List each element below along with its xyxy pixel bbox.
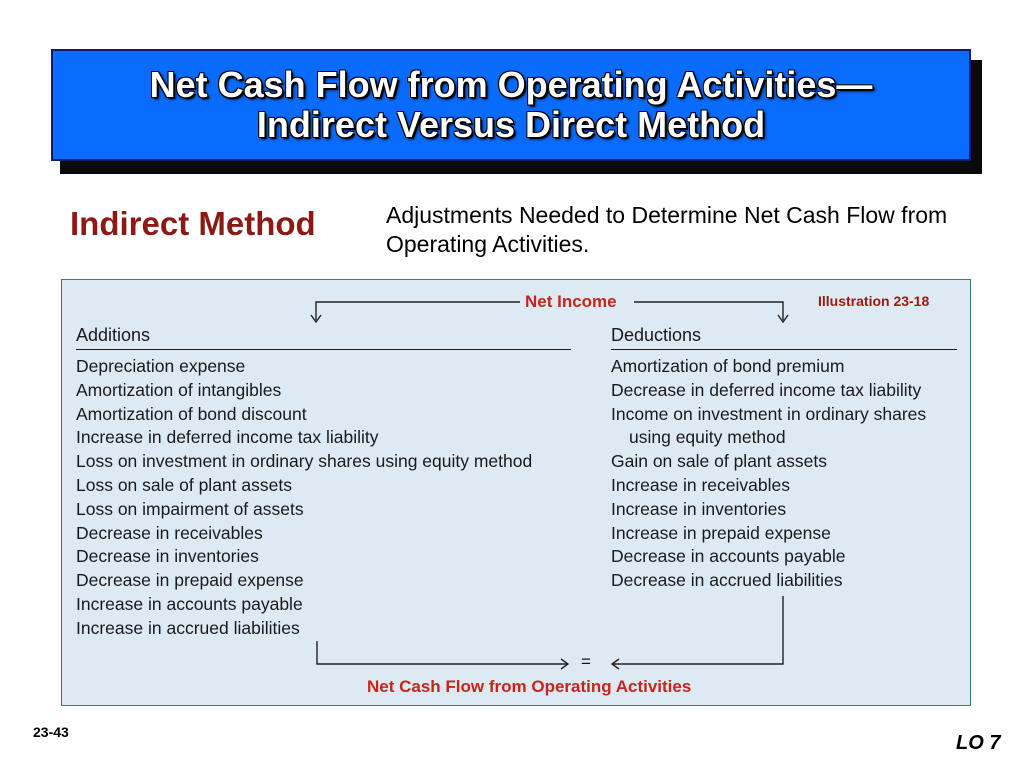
illustration-panel (61, 279, 971, 706)
net-income-right-connector (634, 302, 783, 320)
list-item: Increase in inventories (611, 498, 787, 519)
list-item: Increase in prepaid expense (611, 522, 831, 543)
title-line-1: Net Cash Flow from Operating Activities— (149, 64, 873, 105)
net-income-left-connector (316, 302, 520, 320)
deductions-header: Deductions (611, 325, 702, 345)
list-item: Decrease in deferred income tax liability (611, 379, 922, 400)
list-item: Decrease in inventories (76, 546, 259, 567)
list-item: Income on investment in ordinary shares (611, 403, 927, 424)
slide-number: 23-43 (33, 724, 69, 740)
list-item: Increase in accrued liabilities (76, 617, 300, 638)
list-item: Decrease in accrued liabilities (611, 570, 843, 591)
additions-header-rule (76, 349, 571, 350)
list-item: Gain on sale of plant assets (611, 451, 827, 472)
list-item: Increase in receivables (611, 474, 790, 495)
list-item: Amortization of intangibles (76, 379, 282, 400)
list-item: Decrease in receivables (76, 522, 263, 543)
illustration-number: Illustration 23-18 (818, 293, 930, 309)
list-item: Depreciation expense (76, 356, 246, 376)
additions-header: Additions (76, 325, 151, 345)
additions-bottom-connector (317, 641, 567, 664)
list-item: Decrease in accounts payable (611, 546, 846, 567)
list-item: Decrease in prepaid expense (76, 570, 304, 591)
learning-objective: LO 7 (956, 732, 1001, 754)
list-item: Increase in accounts payable (76, 593, 303, 614)
title-banner (51, 49, 971, 161)
list-item: Loss on impairment of assets (76, 498, 304, 519)
additions-list (76, 355, 532, 641)
list-item: using equity method (629, 427, 786, 448)
deductions-bottom-connector (613, 596, 783, 664)
method-description: Adjustments Needed to Determine Net Cash Flow from Operating Activities. (386, 202, 948, 257)
equals-sign: = (581, 652, 591, 671)
list-item: Increase in deferred income tax liability (76, 427, 379, 448)
deductions-list (611, 355, 926, 593)
method-heading: Indirect Method (70, 205, 316, 242)
list-item: Amortization of bond discount (76, 403, 307, 424)
list-item: Loss on investment in ordinary shares using equity method (76, 451, 533, 472)
net-cash-flow-label: Net Cash Flow from Operating Activities (367, 677, 692, 696)
title-line-2: Indirect Versus Direct Method (256, 104, 766, 145)
net-income-label: Net Income (525, 292, 617, 311)
list-item: Amortization of bond premium (611, 356, 845, 376)
deductions-header-rule (611, 349, 957, 350)
list-item: Loss on sale of plant assets (76, 474, 292, 495)
